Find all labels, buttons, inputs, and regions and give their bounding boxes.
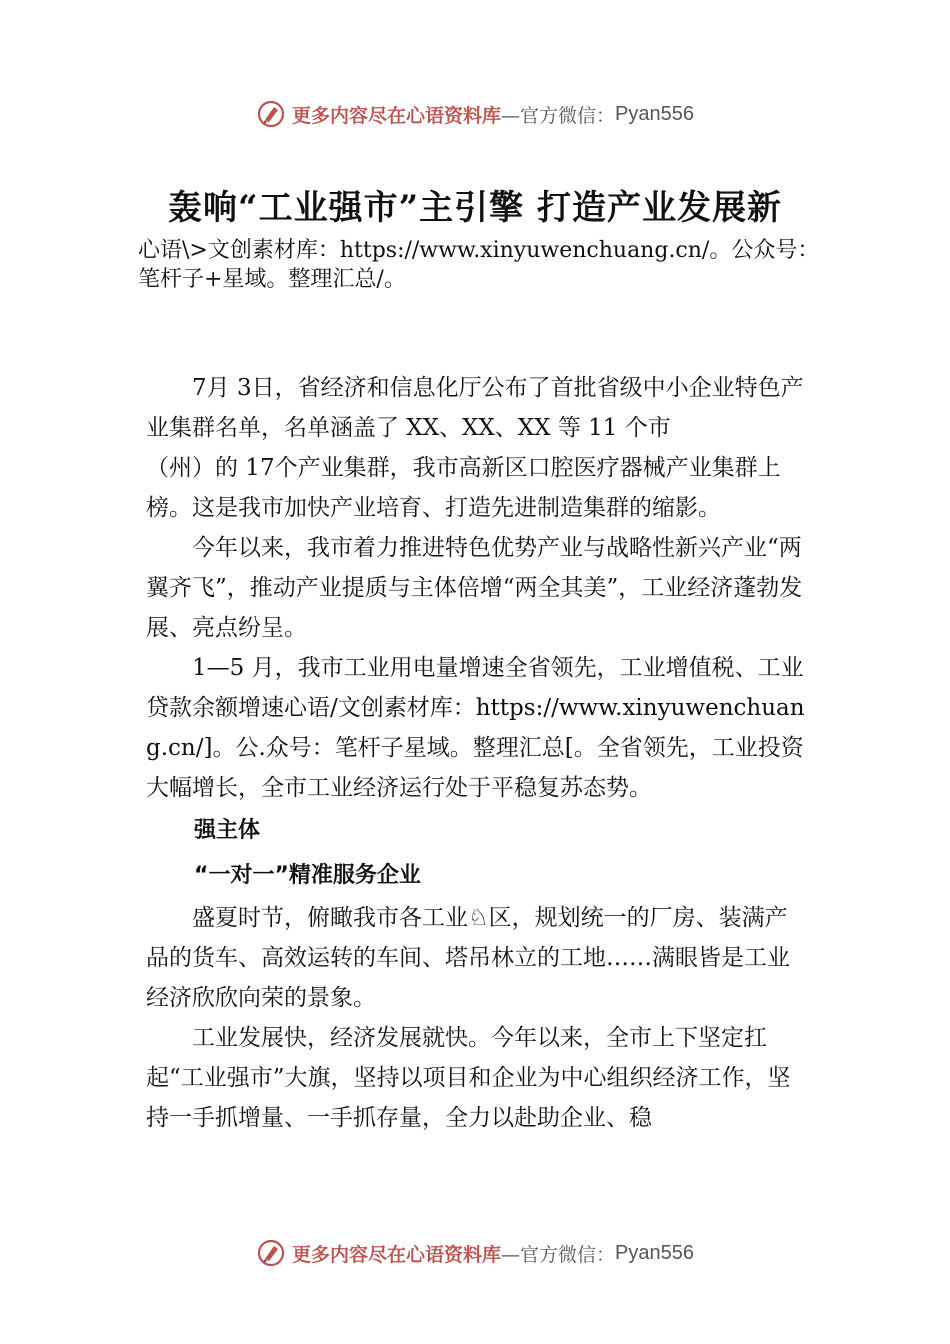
section-subheading: “一对一”精准服务企业 [194, 863, 421, 888]
banner-wechat-id: Pyan556 [615, 102, 694, 125]
pen-nib-logo-icon [256, 99, 286, 129]
pen-nib-logo-icon [256, 1238, 286, 1268]
paragraph-4: 盛夏时节，俯瞰我市各工业♘区，规划统一的厂房、装满产品的货车、高效运转的车间、塔吊林立的工地……满眼皆是工业经济欣欣向荣的景象。 [146, 905, 790, 1011]
banner-separator: —官方微信： [501, 1243, 616, 1266]
paragraph-3: 1—5 月，我市工业用电量增速全省领先，工业增值税、工业贷款余额增速心语/文创素材库：https://www.xinyuwenchuang.cn/]。公.众号：笔杆子星域。整理汇总[。全省领先，工业投资大幅增长，全市工业经济运行处于平稳复苏态势。 [146, 655, 805, 801]
source-line: 心语\>文创素材库：https://www.xinyuwenchuang.cn/。公众号：笔杆子+星域。整理汇总/。 [138, 238, 820, 292]
paragraph-5: 工业发展快，经济发展就快。今年以来，全市上下坚定扛起“工业强市”大旗，坚持以项目和企业为中心组织经济工作，坚持一手抓增量、一手抓存量，全力以赴助企业、稳 [146, 1025, 791, 1131]
paragraph-1b: （州）的 17个产业集群，我市高新区口腔医疗器械产业集群上榜。这是我市加快产业培育、打造先进制造集群的缩影。 [146, 455, 781, 521]
banner-wechat-id: Pyan556 [615, 1241, 694, 1264]
section-heading: 强主体 [194, 818, 261, 843]
article-body [146, 368, 810, 1138]
paragraph-2: 今年以来，我市着力推进特色优势产业与战略性新兴产业“两翼齐飞”，推动产业提质与主体倍增“两全其美”，工业经济蓬勃发展、亮点纷呈。 [146, 535, 803, 641]
document-title: 轰响“工业强市”主引擎 打造产业发展新 [168, 188, 782, 228]
banner-text: 更多内容尽在心语资料库 [292, 1243, 502, 1266]
banner-separator: —官方微信： [501, 104, 616, 127]
footer-banner [0, 1233, 950, 1273]
paragraph-1a: 7月 3日，省经济和信息化厅公布了首批省级中小企业特色产业集群名单，名单涵盖了 XX、XX、XX 等 11 个市 [146, 375, 804, 441]
header-banner [0, 94, 950, 134]
banner-text: 更多内容尽在心语资料库 [292, 104, 502, 127]
